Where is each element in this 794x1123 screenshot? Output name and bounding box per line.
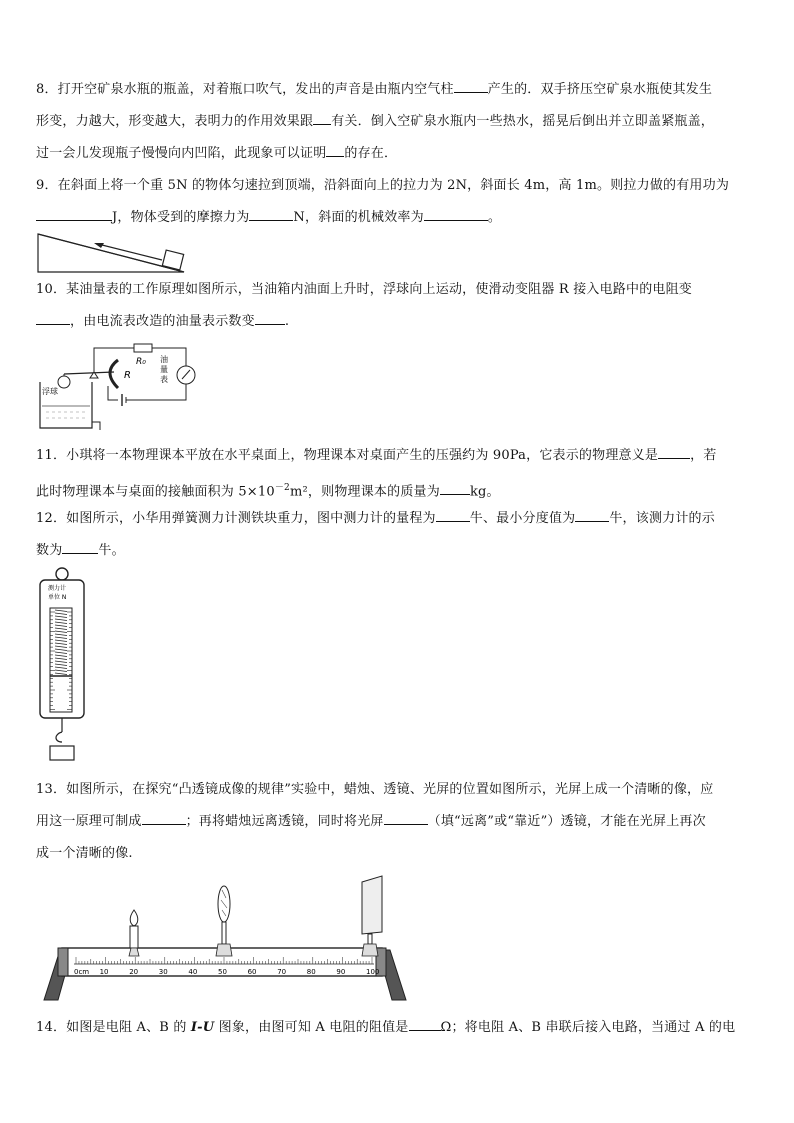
answer-blank[interactable] (142, 810, 186, 825)
ruler-label: 90 (336, 968, 346, 976)
ruler-label: 0cm (74, 968, 90, 976)
ruler-label: 30 (158, 968, 168, 976)
variable-resistor-r (110, 360, 118, 388)
arrow-head-icon (94, 243, 104, 248)
scale-window (50, 608, 72, 712)
question-8-line-2: 形变，力越大，形变越大，表明力的作用效果跟 有关．倒入空矿泉水瓶内一些热水，摇晃后倒出并立即盖紧瓶盖， (36, 106, 758, 138)
question-12-line-2: 数为 牛。 (36, 535, 758, 567)
ruler-label: 80 (306, 968, 316, 976)
answer-blank[interactable] (62, 539, 98, 554)
scale-label-2: 单位 N (48, 594, 67, 601)
ruler-label: 60 (247, 968, 257, 976)
flame-icon (130, 910, 138, 926)
answer-blank[interactable] (313, 110, 331, 125)
question-10 (36, 274, 758, 338)
question-11-line-2: 此时物理课本与桌面的接触面积为 $5\times 10^{-2}m^2$，则物理课本的质量为 kg。 (36, 472, 758, 508)
ruler-label: 100 (366, 968, 380, 976)
hook-icon (56, 732, 62, 742)
meter-label-2: 量 (160, 365, 168, 374)
question-9 (36, 170, 758, 234)
answer-blank[interactable] (454, 78, 488, 93)
question-14-line-1: 14．如图是电阻 A、B 的 I-U 图象，由图可知 A 电阻的阻值是 Ω；将电阻 A、B 串联后接入电路，当通过 A 的电 (36, 1012, 758, 1044)
r0-label: R₀ (136, 357, 146, 367)
question-12-line-1: 12．如图所示，小华用弹簧测力计测铁块重力，图中测力计的量程为 牛、最小分度值为 牛，该测力计的示 (36, 503, 758, 535)
ruler-label: 70 (277, 968, 287, 976)
answer-blank[interactable] (409, 1016, 441, 1031)
candle (129, 910, 139, 956)
optical-bench-figure (40, 870, 410, 1006)
answer-blank[interactable] (575, 507, 609, 522)
answer-blank[interactable] (36, 310, 70, 325)
meter-label-3: 表 (160, 375, 168, 384)
ruler-label: 40 (188, 968, 198, 976)
answer-blank[interactable] (658, 444, 690, 459)
meter-label-1: 油 (160, 355, 168, 364)
question-14 (36, 1012, 758, 1044)
question-12 (36, 503, 758, 567)
scale-label-1: 测力计 (48, 585, 67, 592)
answer-blank[interactable] (384, 810, 428, 825)
float-lever (64, 372, 114, 374)
resistor-r0 (134, 344, 152, 352)
light-screen (362, 876, 382, 956)
answer-blank[interactable] (36, 206, 112, 221)
question-9-line-2: J，物体受到的摩擦力为 N，斜面的机械效率为 。 (36, 202, 758, 234)
answer-blank[interactable] (436, 507, 470, 522)
answer-blank[interactable] (249, 206, 293, 221)
ruler-label: 10 (99, 968, 109, 976)
block (162, 250, 183, 270)
question-8-line-1: 8．打开空矿泉水瓶的瓶盖，对着瓶口吹气，发出的声音是由瓶内空气柱 产生的．双手挤压空矿泉水瓶使其发生 (36, 74, 758, 106)
ruler-label: 50 (218, 968, 227, 976)
oil-gauge-circuit-figure (36, 342, 206, 434)
drain-valve-icon (92, 422, 100, 430)
question-9-line-1: 9．在斜面上将一个重 5N 的物体匀速拉到顶端，沿斜面向上的拉力为 2N，斜面长 4m，高 1m。则拉力做的有用功为 (36, 178, 730, 193)
question-11-line-1: 11．小琪将一本物理课本平放在水平桌面上，物理课本对桌面产生的压强约为 90Pa，它表示的物理意义是 ，若 (36, 440, 758, 472)
answer-blank[interactable] (326, 142, 344, 157)
incline-figure (36, 232, 186, 274)
question-13-line-1: 13．如图所示，在探究“凸透镜成像的规律”实验中，蜡烛、透镜、光屏的位置如图所示，光屏上成一个清晰的像，应 (36, 782, 714, 797)
convex-lens (216, 886, 232, 956)
float-label: 浮球 (42, 387, 58, 396)
iron-block (50, 746, 74, 760)
r-label: R (124, 370, 131, 381)
question-13-line-3: 成一个清晰的像. (36, 846, 133, 861)
question-8 (36, 74, 758, 170)
ruler-label: 20 (129, 968, 139, 976)
question-13-line-2: 用这一原理可制成 ；再将蜡烛远离透镜，同时将光屏 （填“远离”或“靠近”）透镜，才能在光屏上再次 (36, 806, 758, 838)
rail-end-cap-left (58, 948, 68, 976)
circuit-wire (126, 384, 186, 400)
spring-scale-figure (36, 566, 88, 762)
question-13 (36, 774, 758, 870)
float-ball (58, 376, 70, 388)
question-11 (36, 440, 758, 508)
question-10-line-2: ，由电流表改造的油量表示数变 . (36, 306, 758, 338)
question-8-line-3: 过一会儿发现瓶子慢慢向内凹陷，此现象可以证明 的存在． (36, 138, 758, 170)
question-10-line-1: 10．某油量表的工作原理如图所示，当油箱内油面上升时，浮球向上运动，使滑动变阻器 R 接入电路中的电阻变 (36, 282, 692, 297)
incline-top-edge (38, 234, 184, 272)
answer-blank[interactable] (424, 206, 488, 221)
answer-blank[interactable] (255, 310, 285, 325)
top-ring (56, 568, 68, 580)
answer-blank[interactable] (440, 480, 470, 495)
